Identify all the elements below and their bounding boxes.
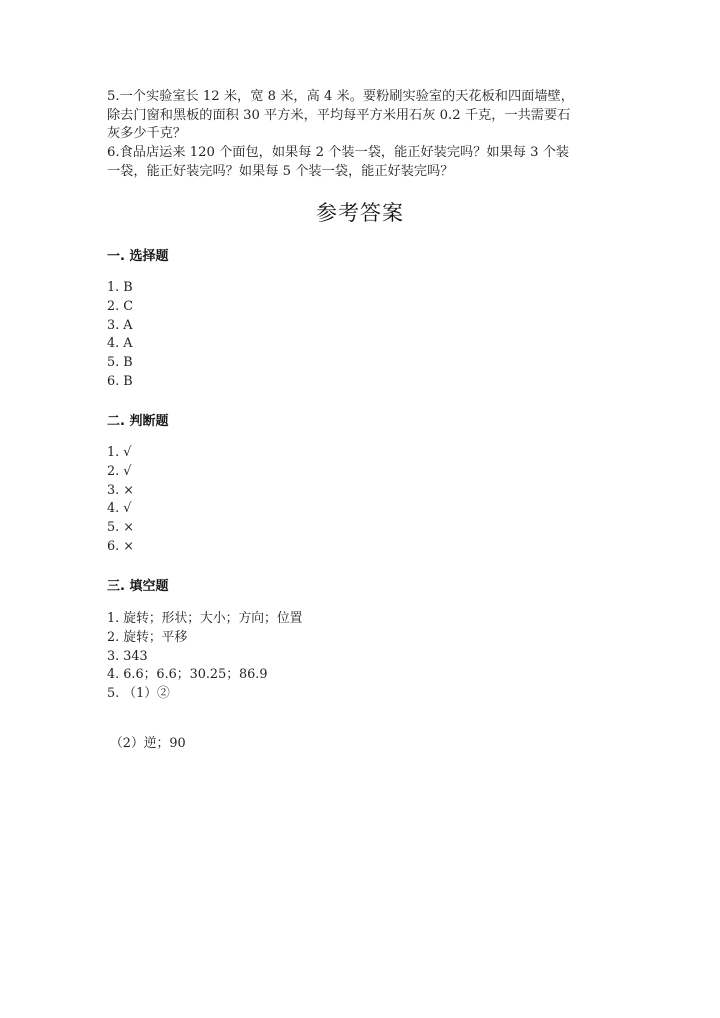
answer-item: 1. 旋转；形状；大小；方向；位置 [107,611,303,626]
true-false-answers [107,444,134,557]
section-heading-true-false: 二. 判断题 [107,414,169,429]
answer-item: 6. B [107,373,133,389]
answer-item: 1. √ [107,445,132,460]
answer-item: 4. √ [107,501,132,517]
fill-in-blank-answers [107,610,302,704]
question-5-line-3: 灰多少千克？ [107,126,187,142]
question-6-line-1: 6.食品店运来 120 个面包，如果每 2 个装一袋，能正好装完吗？如果每 3 个装 [107,145,570,161]
answer-item-continuation: （2）逆；90 [110,736,186,751]
answer-item: 2. 旋转；平移 [107,629,188,645]
question-5-line-2: 除去门窗和黑板的面积 30 平方米，平均每平方米用石灰 0.2 千克，一共需要石 [107,107,571,123]
answer-item: 6. × [107,538,134,554]
answer-item: 5. （1）② [107,686,170,702]
question-6-line-2: 一袋，能正好装完吗？如果每 5 个装一袋，能正好装完吗？ [107,163,454,179]
answer-item: 5. × [107,520,134,536]
answer-item: 2. √ [107,463,132,479]
multiple-choice-answers [107,279,133,392]
section-heading-fill-in-blank: 三. 填空题 [107,579,169,594]
answer-item: 2. C [107,298,134,314]
answer-key-title: 参考答案 [316,201,404,225]
section-heading-multiple-choice: 一. 选择题 [107,249,169,264]
answer-item: 3. 343 [107,648,148,664]
question-5-line-1: 5.一个实验室长 12 米，宽 8 米，高 4 米。要粉刷实验室的天花板和四面墙壁， [107,89,574,104]
answer-item: 5. B [107,355,133,371]
word-problems [107,88,617,182]
answer-item: 1. B [107,280,133,295]
answer-item: 3. × [107,482,134,498]
fill-in-blank-extra [110,735,186,754]
answer-item: 4. 6.6；6.6；30.25；86.9 [107,667,268,683]
answer-item: 4. A [107,336,133,352]
answer-item: 3. A [107,317,133,333]
